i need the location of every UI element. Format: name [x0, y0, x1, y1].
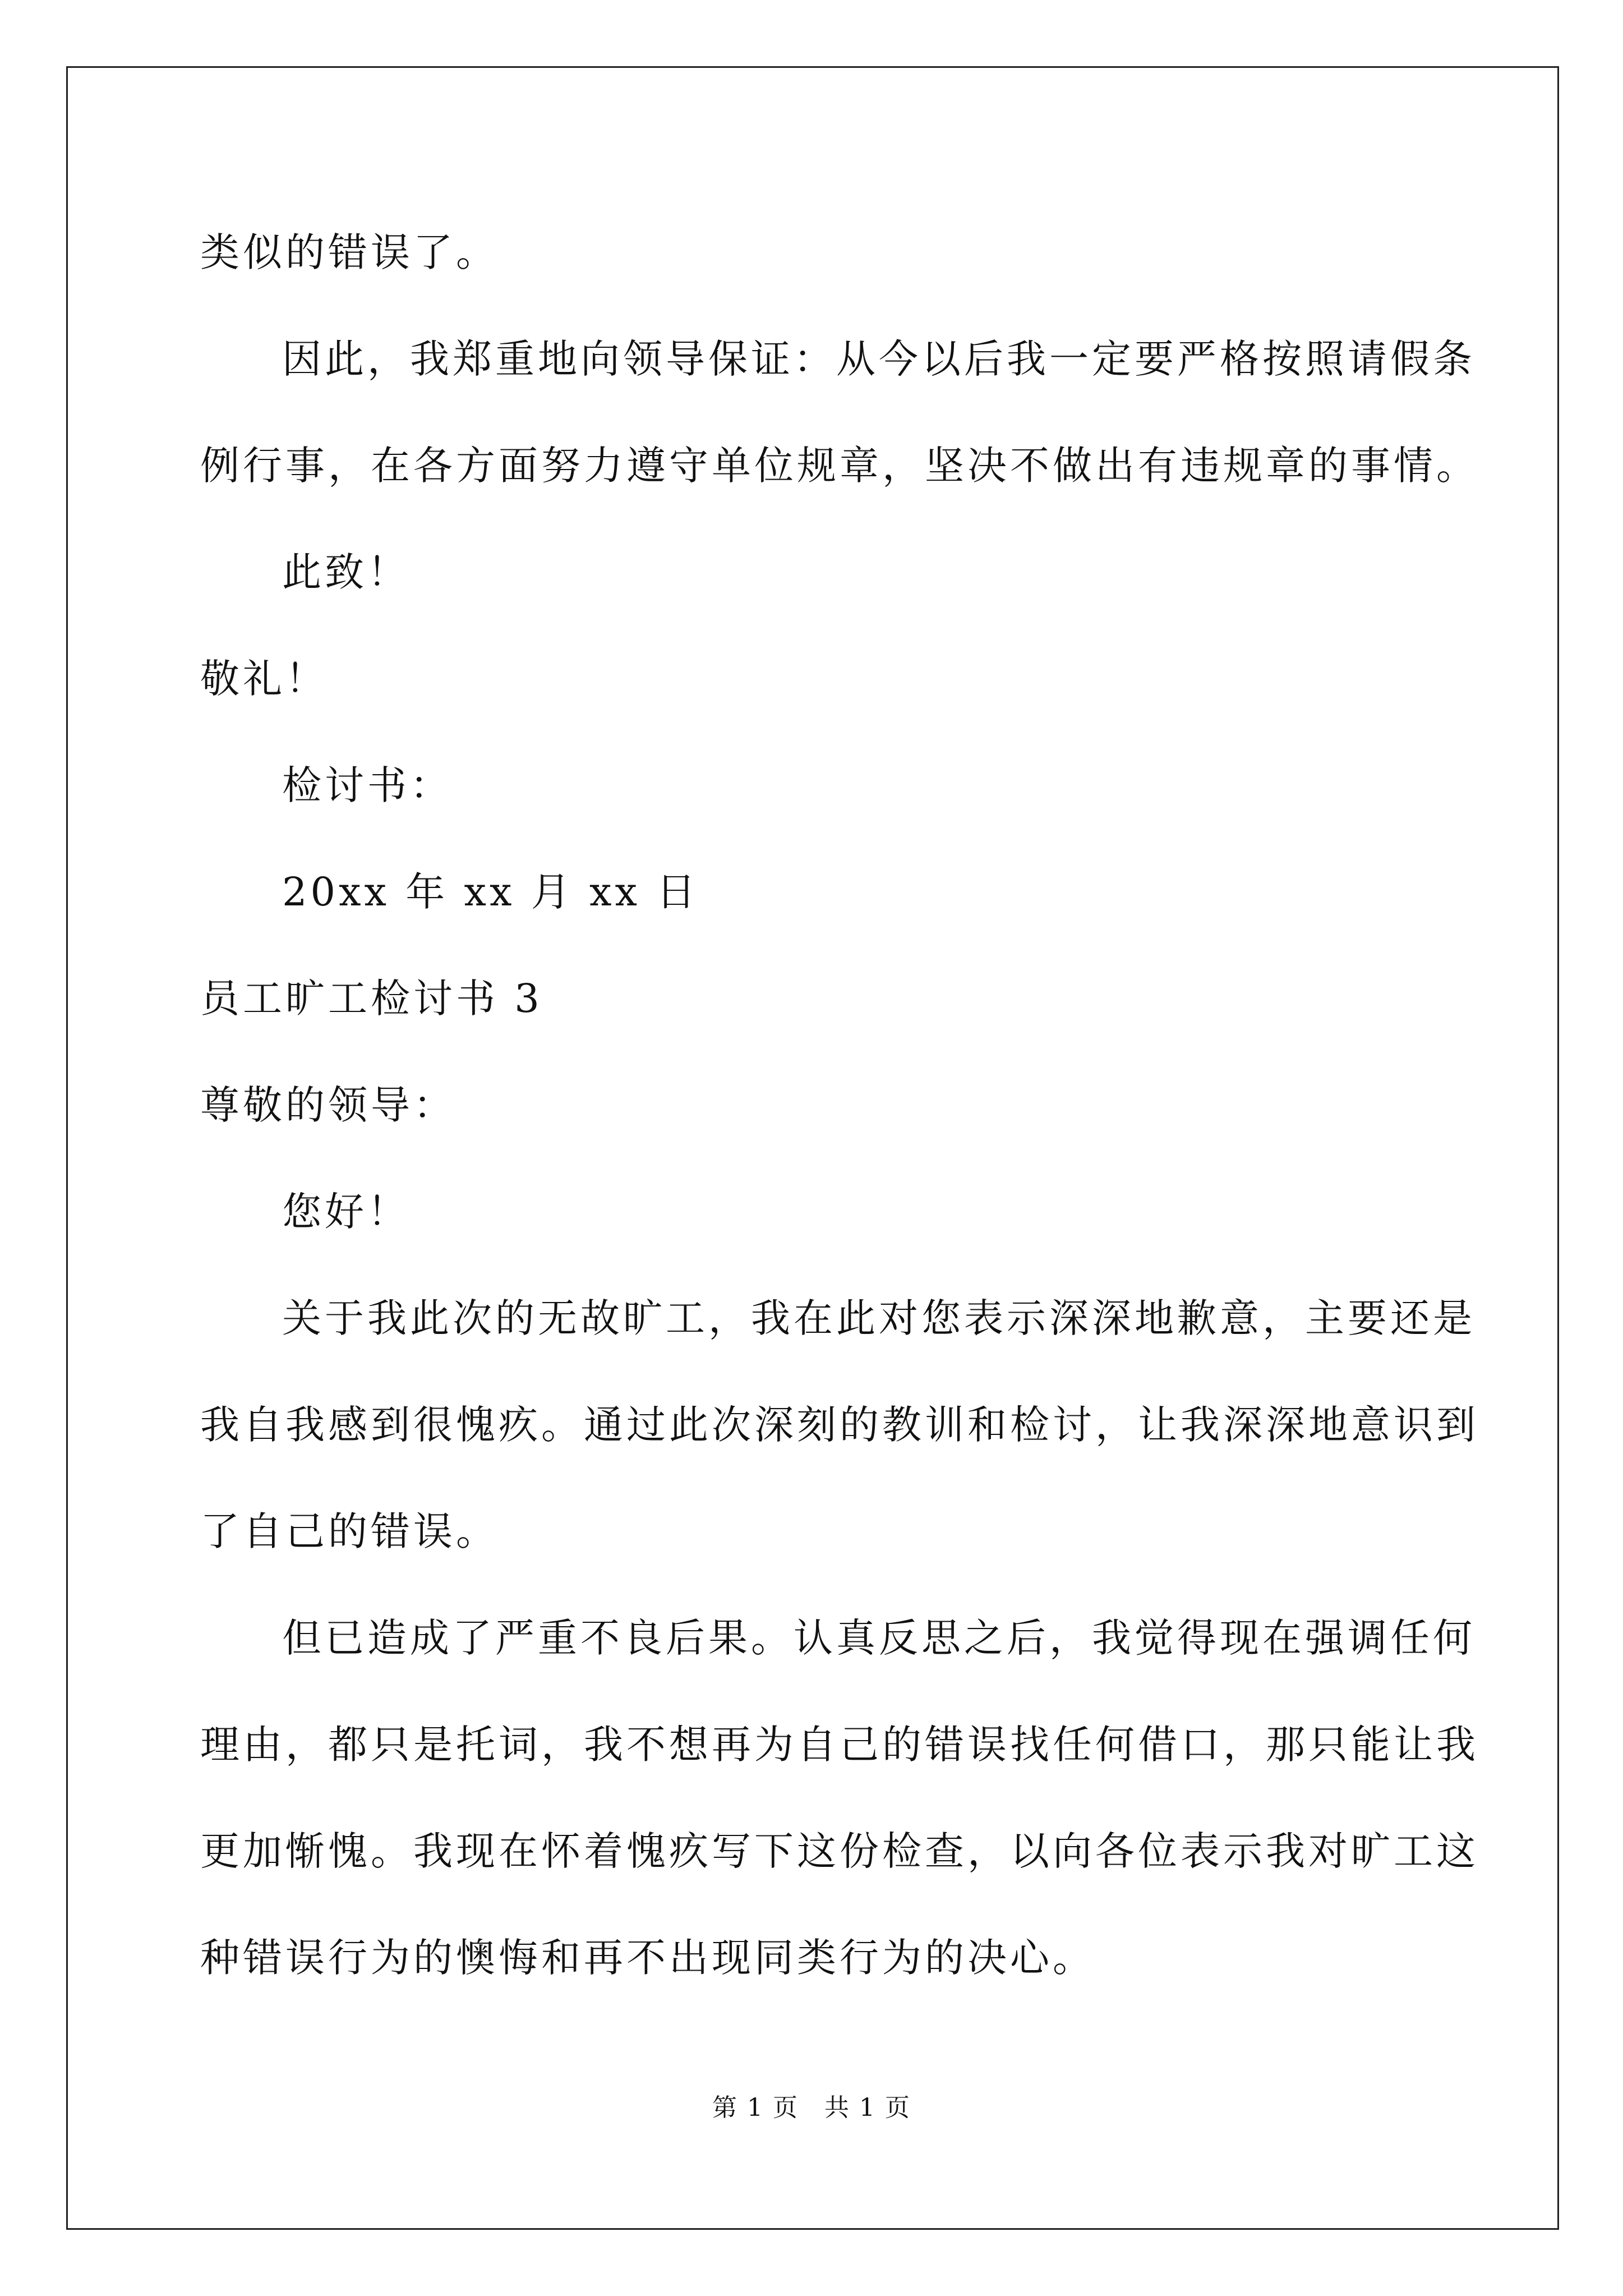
date-line: 20xx 年 xx 月 xx 日 — [282, 869, 699, 915]
text-line: 但已造成了严重不良后果。认真反思之后，我觉得现在强调任何 — [282, 1615, 1476, 1661]
text-line: 此致！ — [282, 549, 410, 595]
text-line: 例行事，在各方面努力遵守单位规章，坚决不做出有违规章的事情。 — [200, 443, 1479, 489]
page-footer: 第 1 页 共 1 页 — [712, 2093, 911, 2122]
text-line: 更加惭愧。我现在怀着愧疚写下这份检查，以向各位表示我对旷工这 — [200, 1828, 1479, 1874]
salutation: 尊敬的领导： — [200, 1082, 456, 1128]
text-line: 关于我此次的无故旷工，我在此对您表示深深地歉意，主要还是 — [282, 1295, 1476, 1341]
text-line: 了自己的错误。 — [200, 1508, 499, 1554]
page-border — [66, 66, 1559, 2230]
section-title: 员工旷工检讨书 3 — [200, 976, 543, 1022]
greeting: 您好！ — [282, 1189, 410, 1235]
text-line: 敬礼！ — [200, 656, 328, 702]
text-line: 因此，我郑重地向领导保证：从今以后我一定要严格按照请假条 — [282, 336, 1476, 382]
text-line: 我自我感到很愧疚。通过此次深刻的教训和检讨，让我深深地意识到 — [200, 1402, 1479, 1448]
text-line: 理由，都只是托词，我不想再为自己的错误找任何借口，那只能让我 — [200, 1722, 1479, 1768]
text-line: 种错误行为的懊悔和再不出现同类行为的决心。 — [200, 1935, 1095, 1981]
text-line: 类似的错误了。 — [200, 229, 499, 275]
text-line: 检讨书： — [282, 762, 453, 808]
